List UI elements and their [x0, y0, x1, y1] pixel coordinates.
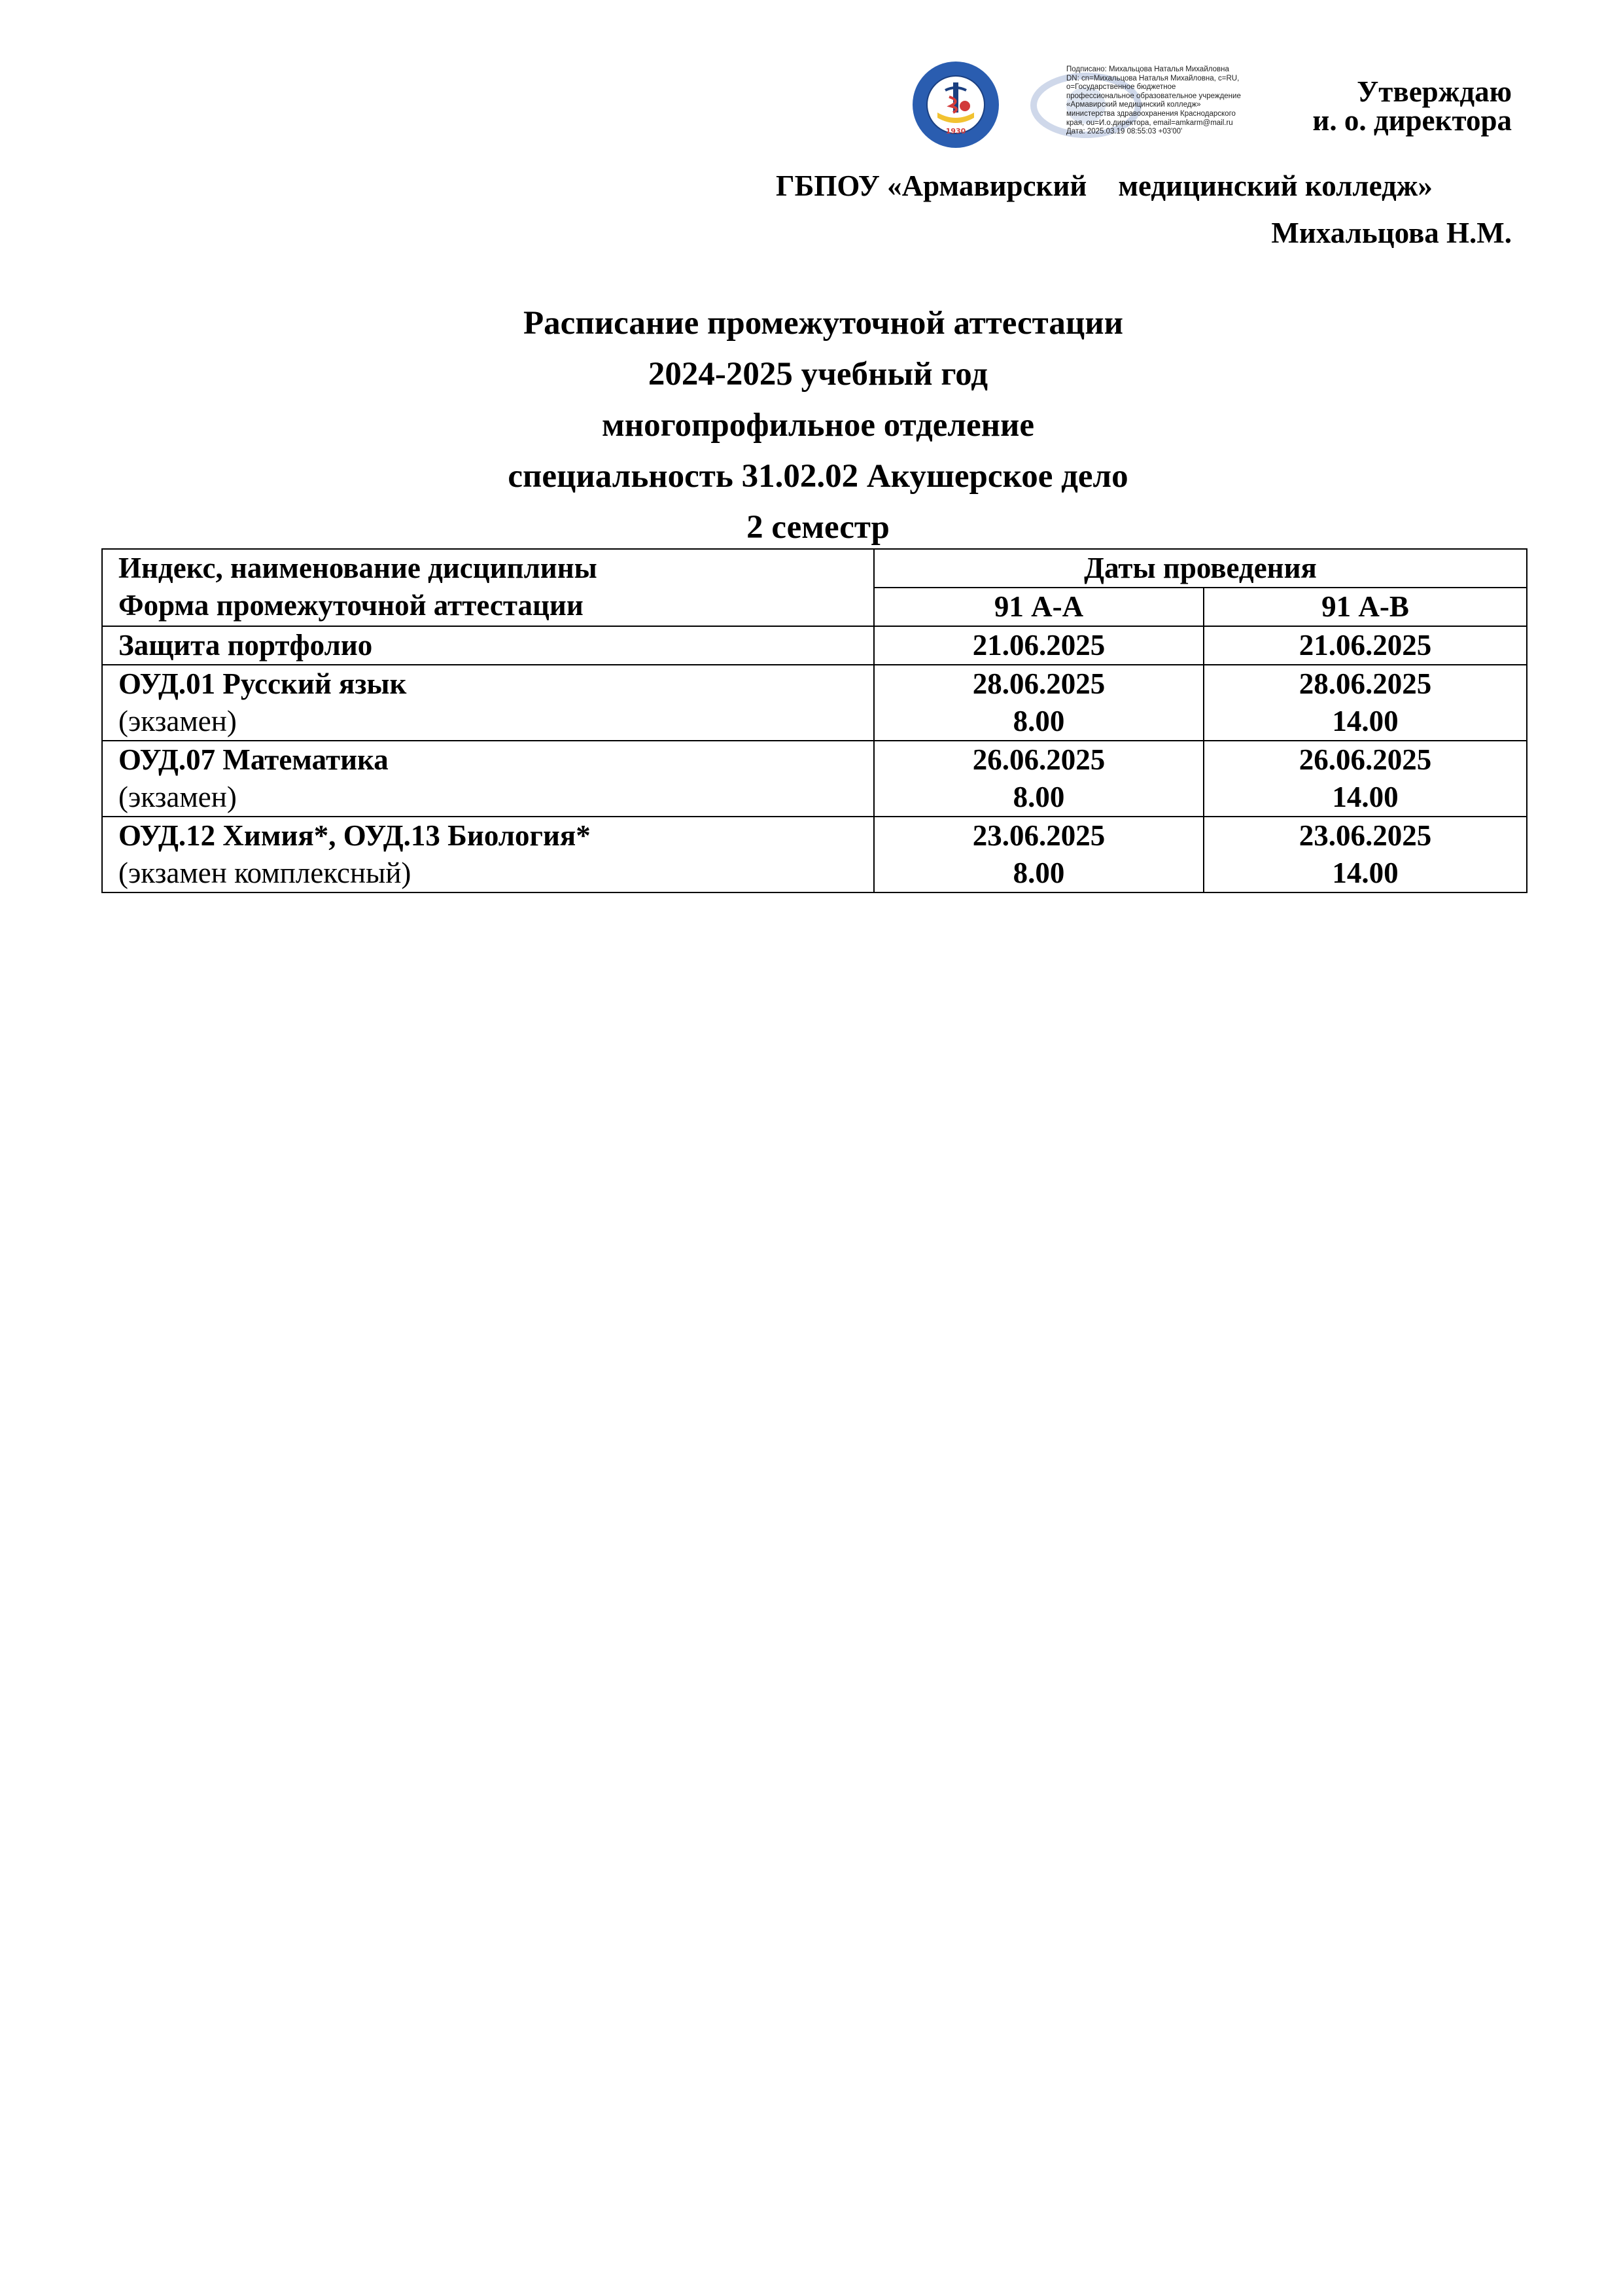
signature-line: Подписано: Михальцова Наталья Михайловна [1066, 65, 1229, 73]
department: многопрофильное отделение [601, 407, 1035, 444]
subject-name: ОУД.07 Математика [118, 743, 389, 776]
header-subject-label: Индекс, наименование дисциплины [118, 552, 597, 584]
approval-label: Утверждаю [1357, 75, 1512, 108]
table-row [102, 626, 1527, 665]
date-cell [1204, 817, 1527, 892]
exam-form: (экзамен комплексный) [118, 857, 411, 889]
approval-position: и. о. директора [1312, 104, 1512, 137]
date-cell [1204, 741, 1527, 817]
group-header-cell: 91 А-В [1204, 588, 1527, 626]
exam-date: 21.06.2025 [972, 629, 1106, 662]
signature-line: профессиональное образовательное учреждение [1066, 92, 1241, 100]
table-row [102, 665, 1527, 741]
exam-date: 28.06.2025 [972, 667, 1106, 700]
date-cell [1204, 665, 1527, 741]
organization-name [776, 169, 1433, 203]
table-row [102, 817, 1527, 892]
exam-date: 21.06.2025 [1299, 629, 1432, 662]
subject-name: Защита портфолио [118, 629, 373, 662]
signature-line: Дата: 2025.03.19 08:55:03 +03'00' [1066, 128, 1183, 136]
college-seal-logo [911, 60, 1000, 149]
title-line: Расписание промежуточной аттестации [523, 305, 1123, 342]
subject-name: ОУД.01 Русский язык [118, 667, 407, 700]
header-dates-cell [874, 549, 1527, 588]
exam-date: 23.06.2025 [972, 819, 1106, 852]
signature-line: «Армавирский медицинский колледж» [1066, 101, 1201, 109]
signature-line: министерства здравоохранения Краснодарского [1066, 109, 1236, 118]
director-name: Михальцова Н.М. [1271, 217, 1512, 249]
exam-time: 14.00 [1332, 781, 1399, 813]
approval-block [1312, 77, 1512, 135]
subject-cell [102, 817, 874, 892]
organization-name-part2: медицинский колледж» [1118, 169, 1433, 202]
date-cell [874, 626, 1204, 665]
signature-line: o=Государственное бюджетное [1066, 83, 1176, 92]
specialty: специальность 31.02.02 Акушерское дело [508, 458, 1128, 495]
group-header-cell: 91 А-А [874, 588, 1204, 626]
organization-name-part1: ГБПОУ «Армавирский [776, 169, 1087, 202]
signature-line: края, ou=И.о.директора, email=amkarm@mail.ru [1066, 118, 1233, 127]
exam-date: 26.06.2025 [1299, 743, 1432, 776]
date-cell [874, 817, 1204, 892]
exam-time: 14.00 [1332, 705, 1399, 737]
subject-cell [102, 626, 874, 665]
header-subject-cell [102, 549, 874, 626]
header-dates-label: Даты проведения [1084, 552, 1317, 584]
signature-line: DN: cn=Михальцова Наталья Михайловна, c=RU, [1066, 74, 1240, 82]
header-form-label: Форма промежуточной аттестации [118, 589, 584, 622]
table-row [102, 741, 1527, 817]
exam-date: 26.06.2025 [972, 743, 1106, 776]
svg-text:1930: 1930 [945, 127, 966, 135]
exam-form: (экзамен) [118, 781, 237, 813]
digital-signature-block [1066, 65, 1282, 137]
exam-time: 8.00 [1013, 857, 1065, 889]
exam-time: 14.00 [1332, 857, 1399, 889]
exam-time: 8.00 [1013, 781, 1065, 813]
schedule-table [101, 548, 1527, 893]
subject-cell [102, 665, 874, 741]
date-cell [874, 665, 1204, 741]
date-cell [874, 741, 1204, 817]
exam-form: (экзамен) [118, 705, 237, 737]
date-cell [1204, 626, 1527, 665]
subject-name: ОУД.12 Химия*, ОУД.13 Биология* [118, 819, 591, 852]
subject-cell [102, 741, 874, 817]
exam-date: 28.06.2025 [1299, 667, 1432, 700]
semester: 2 семестр [746, 509, 890, 546]
table-header-row [102, 549, 1527, 588]
exam-date: 23.06.2025 [1299, 819, 1432, 852]
document-title [0, 298, 1623, 553]
exam-time: 8.00 [1013, 705, 1065, 737]
academic-year: 2024-2025 учебный год [648, 356, 988, 393]
